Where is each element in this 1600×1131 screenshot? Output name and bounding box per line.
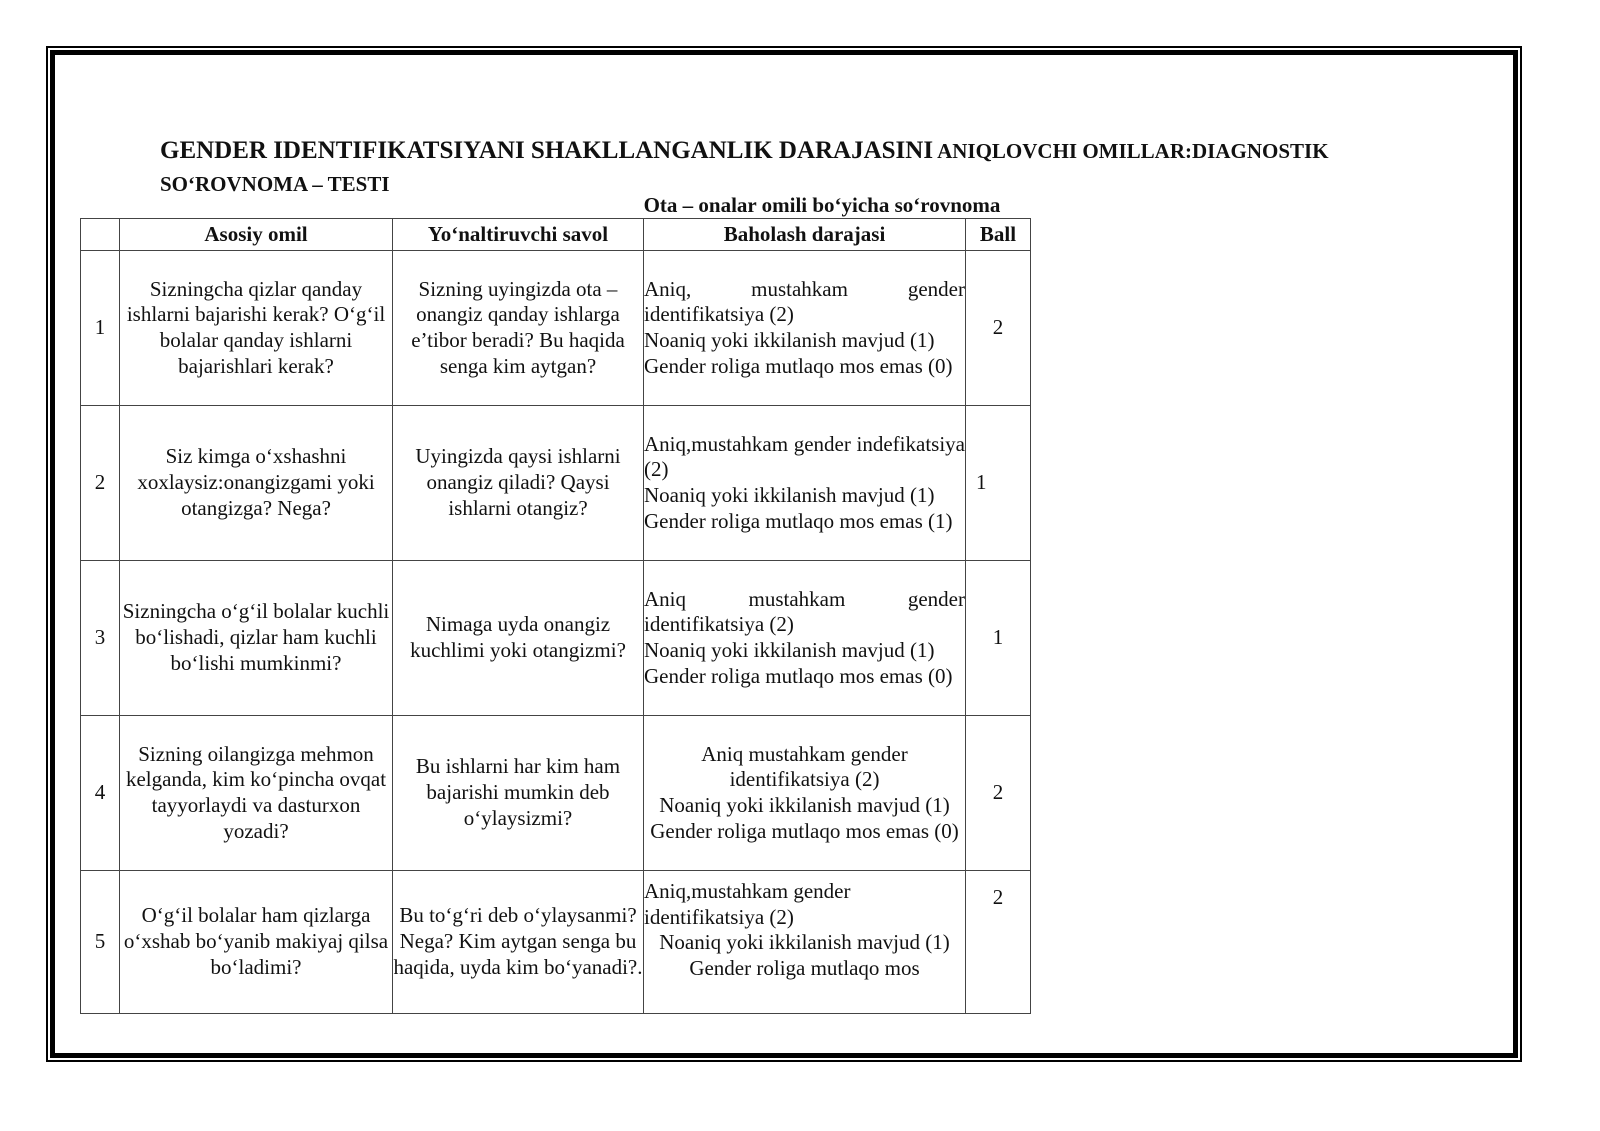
evaluation-cell bbox=[644, 251, 966, 406]
eval-level-uncertain: Noaniq yoki ikkilanish mavjud (1) bbox=[644, 328, 935, 352]
title-part1: GENDER IDENTIFIKATSIYANI SHAKLLANGANLIK DARAJASINI bbox=[160, 137, 934, 164]
question-cell: Uyingizda qaysi ishlarni onangiz qiladi? Qaysi ishlarni otangiz? bbox=[393, 406, 644, 561]
eval-level-clear: Aniq,mustahkam gender indefikatsiya (2) bbox=[644, 431, 965, 482]
table-row bbox=[81, 406, 1031, 561]
eval-level-mismatch: Gender roliga mutlaqo mos emas (0) bbox=[650, 818, 959, 843]
evaluation-cell bbox=[644, 406, 966, 561]
table-row bbox=[81, 251, 1031, 406]
factor-cell: Sizningcha qizlar qanday ishlarni bajarishi kerak? O‘g‘il bolalar qanday ishlarni bajarishlari kerak? bbox=[120, 251, 393, 406]
factor-cell: O‘g‘il bolalar ham qizlarga o‘xshab bo‘yanib makiyaj qilsa bo‘ladimi? bbox=[120, 871, 393, 1014]
table-row bbox=[81, 871, 1031, 1014]
question-cell: Sizning uyingizda ota – onangiz qanday ishlarga e’tibor beradi? Bu haqida senga kim aytgan? bbox=[393, 251, 644, 406]
question-cell: Bu ishlarni har kim ham bajarishi mumkin deb o‘ylaysizmi? bbox=[393, 716, 644, 871]
factor-cell: Sizning oilangizga mehmon kelganda, kim ko‘pincha ovqat tayyorlaydi va dasturxon yozadi? bbox=[120, 716, 393, 871]
header-eval: Baholash darajasi bbox=[644, 219, 966, 251]
row-number: 3 bbox=[81, 561, 120, 716]
evaluation-cell bbox=[644, 561, 966, 716]
title-line2: SO‘ROVNOMA – TESTI bbox=[160, 172, 390, 196]
eval-level-uncertain: Noaniq yoki ikkilanish mavjud (1) bbox=[644, 638, 935, 662]
eval-level-mismatch: Gender roliga mutlaqo mos emas (0) bbox=[644, 353, 953, 378]
factor-cell: Sizningcha o‘g‘il bolalar kuchli bo‘lishadi, qizlar ham kuchli bo‘lishi mumkinmi? bbox=[120, 561, 393, 716]
eval-level-clear: Aniq mustahkam gender identifikatsiya (2) bbox=[644, 586, 965, 637]
question-cell: Nimaga uyda onangiz kuchlimi yoki otangizmi? bbox=[393, 561, 644, 716]
title-part2: ANIQLOVCHI OMILLAR:DIAGNOSTIK bbox=[937, 139, 1329, 163]
eval-level-uncertain: Noaniq yoki ikkilanish mavjud (1) bbox=[659, 930, 950, 955]
ball-cell: 2 bbox=[966, 871, 1031, 1014]
ball-cell: 2 bbox=[966, 251, 1031, 406]
header-factor: Asosiy omil bbox=[120, 219, 393, 251]
ball-cell: 1 bbox=[966, 561, 1031, 716]
row-number: 4 bbox=[81, 716, 120, 871]
ball-cell: 1 bbox=[966, 406, 1031, 561]
eval-level-uncertain: Noaniq yoki ikkilanish mavjud (1) bbox=[644, 483, 935, 507]
table-row bbox=[81, 561, 1031, 716]
eval-level-mismatch: Gender roliga mutlaqo mos bbox=[689, 956, 920, 981]
eval-level-uncertain: Noaniq yoki ikkilanish mavjud (1) bbox=[659, 793, 950, 817]
table-row bbox=[81, 716, 1031, 871]
eval-level-mismatch: Gender roliga mutlaqo mos emas (1) bbox=[644, 508, 953, 533]
evaluation-cell bbox=[644, 871, 966, 1014]
evaluation-cell bbox=[644, 716, 966, 871]
survey-table bbox=[80, 218, 1031, 1014]
eval-level-clear: Aniq, mustahkam gender identifikatsiya (2) bbox=[644, 276, 965, 327]
header-ball: Ball bbox=[966, 219, 1031, 251]
row-number: 2 bbox=[81, 406, 120, 561]
document-subtitle: Ota – onalar omili bo‘yicha so‘rovnoma bbox=[643, 193, 1001, 217]
header-num bbox=[81, 219, 120, 251]
header-question: Yo‘naltiruvchi savol bbox=[393, 219, 644, 251]
eval-level-clear: Aniq mustahkam gender identifikatsiya (2) bbox=[701, 741, 908, 792]
factor-cell: Siz kimga o‘xshashni xoxlaysiz:onangizgami yoki otangizga? Nega? bbox=[120, 406, 393, 561]
question-cell: Bu to‘g‘ri deb o‘ylaysanmi? Nega? Kim aytgan senga bu haqida, uyda kim bo‘yanadi?. bbox=[393, 871, 644, 1014]
row-number: 5 bbox=[81, 871, 120, 1014]
eval-level-mismatch: Gender roliga mutlaqo mos emas (0) bbox=[644, 663, 953, 688]
table-header-row bbox=[81, 219, 1031, 251]
ball-cell: 2 bbox=[966, 716, 1031, 871]
row-number: 1 bbox=[81, 251, 120, 406]
eval-clip bbox=[644, 879, 965, 1007]
eval-level-clear: Aniq,mustahkam gender identifikatsiya (2) bbox=[644, 879, 851, 929]
